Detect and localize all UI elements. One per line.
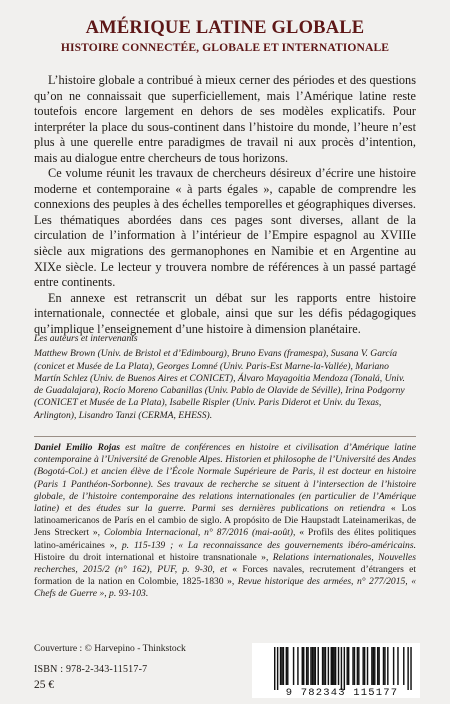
book-title: AMÉRIQUE LATINE GLOBALE [85,18,365,38]
barcode-bar [378,647,379,685]
author-name: Daniel Emilio Rojas [34,442,120,453]
barcode-bar [407,647,408,690]
barcode-bar [287,647,288,685]
barcode-bar [352,647,353,685]
barcode-bars [274,647,412,690]
barcode-bar [307,647,308,685]
barcode-bar [331,647,332,685]
barcode-bar [403,647,404,685]
barcode-bar [387,647,388,685]
bio-text-5: p. 115-139 ; « La reconnaissance des gouvernements ibéro-américains. [116,539,416,551]
barcode-bar [410,647,411,690]
blurb [34,73,416,337]
contributors-section [34,333,416,422]
blurb-paragraph-1: L’histoire globale a contribué à mieux cerner des périodes et des questions qu’on ne connaissait que superficiellement, mais l’Amérique latine reste toutefois encore largement en dehors de ses modèles explicatifs. Pour interpréter la place du sous-continent dans l’histoire du monde, l’heure n’est plus à une querelle entre paradigmes de travail ni aux procès d’intention, mais au dialogue entre chercheurs de tous horizons. [34,73,416,165]
barcode-bar [393,647,394,685]
barcode-bar [297,647,298,685]
barcode-bar [383,647,384,685]
barcode-bar [357,647,358,685]
barcode-bar [332,647,333,685]
price: 25 € [34,679,55,691]
barcode-bar [348,647,349,685]
barcode-bar [344,647,345,690]
barcode-bar [312,647,313,685]
barcode [252,643,420,698]
barcode-bar [293,647,294,685]
barcode-number: 9 782343 115177 [285,687,399,698]
barcode-bar [333,647,334,685]
bio-text-1: est maître de conférences en histoire et civilisation d’Amérique latine contemporaine à l’Université de Grenoble Alpes. Historien et philosophe de l’Université des Andes (Bogotá-Col.) et ancien élève de l’École Normale Supérieure de Paris, il est docteur en histoire (Paris 1 Panthéon-Sorbonne). Ses travaux de recherche se situent à l’intersection de l’histoire globale, de l’histoire contemporaine des relations internationales (en particulier de l’Amérique latine) et des études sur la guerre. Parmi ses dernières publications on retiendra [34,442,416,515]
bio-text-4: « Profils des élites politiques latino-américaines », [34,527,416,551]
barcode-bar [274,647,275,690]
bio-text-7: Relations internationales, Nouvelles recherches, 2015/2 (n° 162), PUF, p. 9-30, et [34,551,416,576]
barcode-bar [397,647,398,685]
blurb-paragraph-3: En annexe est retranscrit un débat sur les rapports entre histoire internationale, connectée et globale, ainsi que sur les défis pédagogiques qu’implique l’enseignement d’une histoire à dimension planétaire. [34,290,416,336]
barcode-bar [358,647,359,685]
barcode-bar [303,647,304,685]
barcode-bar [384,647,385,685]
barcode-bar [302,647,303,685]
bio-text-9: Revue historique des armées, n° 277/2015, « Chefs de Guerre », p. 93-103. [34,576,416,600]
barcode-bar [315,647,316,685]
barcode-bar [341,647,342,690]
barcode-bar [306,647,307,685]
book-subtitle: HISTOIRE CONNECTÉE, GLOBALE ET INTERNATIONALE [60,41,390,54]
section-divider [34,436,416,437]
barcode-bar [362,647,363,685]
barcode-bar [323,647,324,685]
barcode-bar [374,647,375,685]
bio-text-6: Histoire du droit international et histoire transnationale », [34,551,269,563]
barcode-bar [367,647,368,685]
barcode-bar [328,647,329,685]
barcode-bar [318,647,319,685]
barcode-bar [322,647,323,685]
barcode-bar [377,647,378,685]
barcode-bar [281,647,282,685]
cover-credits: Couverture : © Harvepino - Thinkstock [34,643,186,654]
barcode-bar [313,647,314,685]
barcode-bar [335,647,336,685]
barcode-bar [280,647,281,685]
barcode-bar [286,647,287,685]
barcode-bar [364,647,365,685]
barcode-bar [338,647,339,685]
contributors-list: Matthew Brown (Univ. de Bristol et d’Edimbourg), Bruno Evans (framespa), Susana V. García (conicet et Musée de La Plata), Georges Lomné (Univ. Paris-Est Marne-la-Vallée), Mariano Martín Schlez (Univ. de Buenos Aires et CONICET), Álvaro Mayagoitia Mendoza (Tonalá, Univ. de Guadalajara), Rocío Moreno Cabanillas (Univ. Pablo de Olavide de Séville), Irina Podgorny (CONICET et Musée de La Plata), Isabelle Rispler (Univ. Paris Diderot et Univ. du Texas, Arlington), Lisandro Tanzi (CERMA, EHESS). [34,348,405,421]
blurb-paragraph-2: Ce volume réunit les travaux de chercheurs désireux d’écrire une histoire moderne et contemporaine « à parts égales », capable de comprendre les connexions des peuples à des échelles temporelles et géographiques diverses. Les thématiques abordées dans ces pages sont diverses, allant de la circulation de l’information à l’intérieur de l’Empire espagnol au XVIIIe siècle aux migrations des germanophones en Namibie et en Argentine au XIXe siècle. Le lecteur y trouvera nombre de références à un passé partagé entre continents. [34,166,416,290]
barcode-bar [373,647,374,685]
barcode-bar [283,647,284,685]
author-bio [34,442,416,601]
isbn: ISBN : 978-2-343-11517-7 [34,664,148,675]
bio-text-3: Colombia Internacional, n° 87/2016 (mai-août), [100,527,296,539]
barcode-bar [371,647,372,685]
barcode-bar [277,647,278,690]
barcode-bar [354,647,355,685]
barcode-bar [347,647,348,685]
barcode-bar [310,647,311,685]
bio-text-2: « Los latinoamericanos de París en el cambio de siglo. A propósito de Die Haupstadt Lateinamerikas, de Jens Streckert », [34,503,416,539]
contributors-heading: Les auteurs et intervenants [34,333,138,344]
bio-text-8: « Forces navales, recrutement d’étrangers et formation de la nation en Colombie, 1825-1830 », [34,564,417,588]
barcode-bar [325,647,326,685]
barcode-graphic [252,643,420,698]
